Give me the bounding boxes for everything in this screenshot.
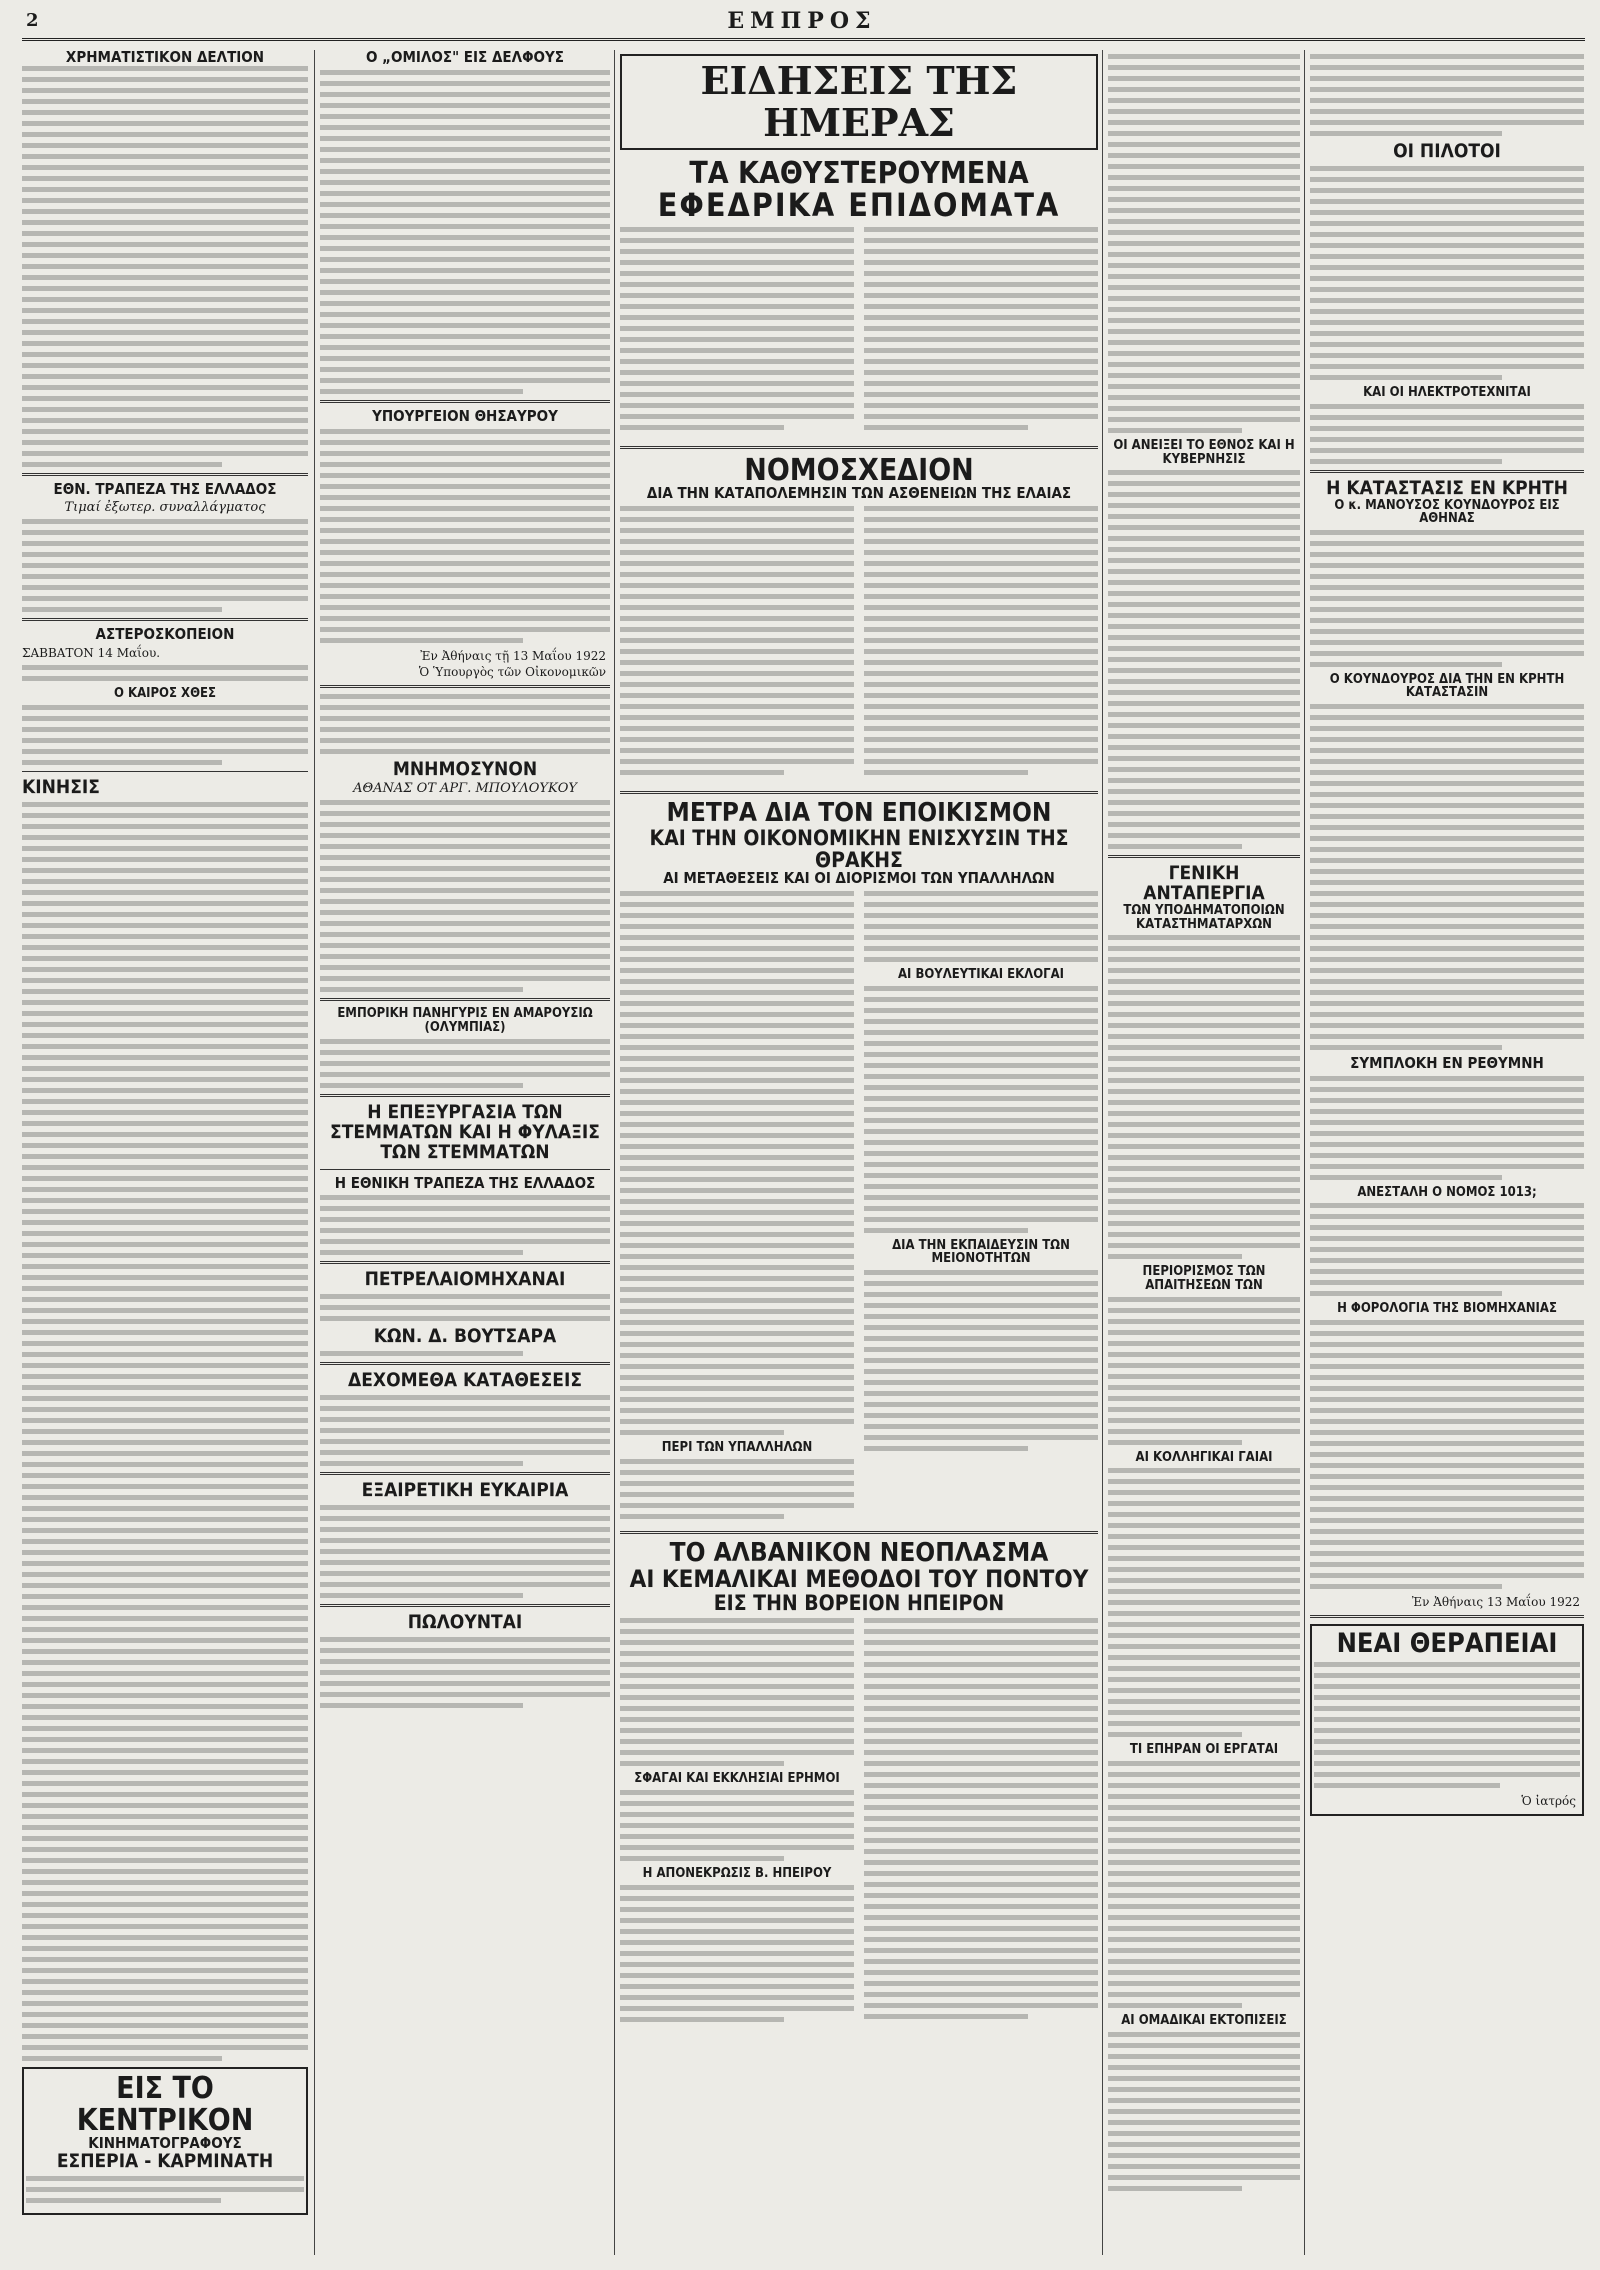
delphi-text [320, 70, 610, 394]
workers-title: ΤΙ ΕΠΗΡΑΝ ΟΙ ΕΡΓΑΤΑΙ [1129, 1742, 1279, 1758]
rethymno-title: ΣΥΜΠΛΟΚΗ ΕΝ ΡΕΘΥΜΝΗ [1350, 1054, 1544, 1073]
column-2 [320, 50, 610, 2255]
officials-heading: ΠΕΡΙ ΤΩΝ ΥΠΑΛΛΗΛΩΝ [661, 1440, 813, 1456]
cinema-ad-line1: ΚΙΝΗΜΑΤΟΓΡΑΦΟΥΣ [88, 2134, 242, 2153]
strike-title-1: ΓΕΝΙΚΗ ΑΝΤΑΠΕΡΓΙΑ [1143, 862, 1265, 905]
therapy-signature: Ὁ ἰατρός [1521, 1794, 1576, 1809]
col4-top-text [1108, 54, 1300, 433]
column-1 [22, 50, 308, 2255]
deposits-title: ΔΕΧΟΜΕΘΑ ΚΑΤΑΘΕΣΕΙΣ [348, 1369, 582, 1392]
lead-title-2: ΕΦΕΔΡΙΚΑ ΕΠΙΔΟΜΑΤΑ [657, 186, 1061, 225]
treasury-title: ΥΠΟΥΡΓΕΙΟΝ ΘΗΣΑΥΡΟΥ [372, 406, 558, 425]
masthead: ΕΜΠΡΟΣ [727, 8, 877, 34]
electricians-title: ΚΑΙ ΟΙ ΗΛΕΚΤΡΟΤΕΧΝΙΤΑΙ [1363, 384, 1531, 400]
national-title: ΟΙ ΑΝΕΙΞΕΙ ΤΟ ΕΘΝΟΣ ΚΑΙ Η ΚΥΒΕΡΝΗΣΙΣ [1113, 438, 1295, 467]
fair-title: ΕΜΠΟΡΙΚΗ ΠΑΝΗΓΥΡΙΣ ΕΝ ΑΜΑΡΟΥΣΙΩ [337, 1006, 593, 1022]
cinema-ad-title: ΕΙΣ ΤΟ ΚΕΝΤΡΙΚΟΝ [76, 2071, 254, 2138]
bank-title: ΕΘΝ. ΤΡΑΠΕΖΑ ΤΗΣ ΕΛΛΑΔΟΣ [53, 479, 277, 498]
treasury-signature: Ὁ Ὑπουργὸς τῶν Οἰκονομικῶν [418, 664, 606, 679]
memorial-title: ΜΝΗΜΟΣΥΝΟΝ [392, 757, 538, 780]
news-banner: ΕΙΔΗΣΕΙΣ ΤΗΣ ΗΜΕΡΑΣ [620, 54, 1098, 150]
wreaths-title: Η ΕΠΕΞΥΡΓΑΣΙΑ ΤΩΝ ΣΤΕΜΜΑΤΩΝ ΚΑΙ Η ΦΥΛΑΞΙΣ ΤΩΝ ΣΤΕΜΜΑΤΩΝ [330, 1100, 600, 1163]
column-rule [1304, 50, 1305, 2255]
crete-subtitle: Ο κ. ΜΑΝΟΥΣΟΣ ΚΟΥΝΔΟΥΡΟΣ ΕΙΣ ΑΘΗΝΑΣ [1334, 497, 1560, 527]
albania-title: ΤΟ ΑΛΒΑΝΙΚΟΝ ΝΕΟΠΛΑΣΜΑ [669, 1537, 1049, 1568]
cinema-ad-line2: ΕΣΠΕΡΙΑ - ΚΑΡΜΙΝΑΤΗ [56, 2149, 274, 2172]
albania-section-2: Η ΑΠΟΝΕΚΡΩΣΙΣ Β. ΗΠΕΙΡΟΥ [642, 1865, 832, 1881]
rare-opportunity-title: ΕΞΑΙΡΕΤΙΚΗ ΕΥΚΑΙΡΙΑ [361, 1479, 569, 1502]
albania-subtitle-1: ΑΙ ΚΕΜΑΛΙΚΑΙ ΜΕΘΟΔΟΙ ΤΟΥ ΠΟΝΤΟΥ [629, 1565, 1089, 1594]
column-rule [314, 50, 315, 2255]
lead-title-1: ΤΑ ΚΑΘΥΣΤΕΡΟΥΜΕΝΑ [689, 155, 1029, 191]
elections-heading: ΑΙ ΒΟΥΛΕΥΤΙΚΑΙ ΕΚΛΟΓΑΙ [897, 967, 1065, 983]
expulsions-title: ΑΙ ΟΜΑΔΙΚΑΙ ΕΚΤΟΠΙΣΕΙΣ [1121, 2013, 1287, 2028]
industry-tax-title: Η ΦΟΡΟΛΟΓΙΑ ΤΗΣ ΒΙΟΜΗΧΑΝΙΑΣ [1337, 1301, 1557, 1317]
settlement-subtitle: ΑΙ ΜΕΤΑΘΕΣΕΙΣ ΚΑΙ ΟΙ ΔΙΟΡΙΣΜΟΙ ΤΩΝ ΥΠΑΛΛΗΛΩΝ [663, 869, 1055, 888]
movements-heading: ΚΙΝΗΣΙΣ [22, 776, 100, 799]
settlement-title-1: ΜΕΤΡΑ ΔΙΑ ΤΟΝ ΕΠΟΙΚΙΣΜΟΝ [666, 797, 1052, 828]
settlement-title-2: ΚΑΙ ΤΗΝ ΟΙΚΟΝΟΜΙΚΗΝ ΕΝΙΣΧΥΣΙΝ ΤΗΣ ΘΡΑΚΗΣ [649, 826, 1069, 873]
bank-rates [22, 519, 308, 612]
column-rule [614, 50, 615, 2255]
therapy-ad [1310, 1624, 1584, 1816]
markets-title: ΧΡΗΜΑΤΙΣΤΙΚΟΝ ΔΕΛΤΙΟΝ [65, 50, 265, 66]
limit-title: ΠΕΡΙΟΡΙΣΜΟΣ ΤΩΝ ΑΠΑΙΤΗΣΕΩΝ ΤΩΝ [1142, 1264, 1266, 1294]
fair-subtitle: (ΟΛΥΜΠΙΑΣ) [424, 1020, 506, 1036]
cinema-ad [22, 2067, 308, 2215]
column-4 [1108, 50, 1300, 2255]
delphi-title: Ο „ΟΜΙΛΟΣ" ΕΙΣ ΔΕΛΦΟΥΣ [365, 50, 564, 66]
treasury-text [320, 429, 610, 643]
crete-subtitle-2: Ο ΚΟΥΝΔΟΥΡΟΣ ΔΙΑ ΤΗΝ ΕΝ ΚΡΗΤΗ ΚΑΤΑΣΤΑΣΙΝ [1329, 671, 1565, 701]
observatory-title: ΑΣΤΕΡΟΣΚΟΠΕΙΟΝ [95, 624, 235, 643]
lead-article [620, 223, 1098, 440]
treasury-date: Ἐν Ἀθήναις τῇ 13 Μαΐου 1922 [420, 648, 606, 663]
column-rule [1102, 50, 1103, 2255]
bill-subtitle: ΔΙΑ ΤΗΝ ΚΑΤΑΠΟΛΕΜΗΣΙΝ ΤΩΝ ΑΣΘΕΝΕΙΩΝ ΤΗΣ ΕΛΑΙΑΣ [646, 484, 1072, 503]
national-text [1108, 470, 1300, 849]
newspaper-page [22, 0, 1585, 2262]
page-number: 2 [26, 10, 39, 31]
movements-text [22, 802, 308, 2061]
weather-heading: Ο ΚΑΙΡΟΣ ΧΘΕΣ [114, 686, 216, 702]
for-sale-title: ΠΩΛΟΥΝΤΑΙ [407, 1611, 523, 1634]
markets-table [22, 66, 308, 467]
settlement-article [620, 887, 1098, 1525]
bank-subtitle: Τιμαί ἐξωτερ. συναλλάγματος [64, 499, 266, 515]
pilots-title: ΟΙ ΠΙΛΟΤΟΙ [1393, 140, 1501, 162]
oil-engines-merchant: ΚΩΝ. Δ. ΒΟΥΤΣΑΡΑ [373, 1325, 557, 1348]
column-3 [620, 50, 1098, 2255]
observatory-text: ΣΑΒΒΑΤΟΝ 14 Μαΐου. [22, 646, 161, 661]
column-5 [1310, 50, 1584, 2255]
bill-title: ΝΟΜΟΣΧΕΔΙΟΝ [744, 452, 974, 488]
oil-engines-title: ΠΕΤΡΕΛΑΙΟΜΗΧΑΝΑΙ [364, 1268, 566, 1291]
strike-text [1108, 935, 1300, 1259]
albania-section-1: ΣΦΑΓΑΙ ΚΑΙ ΕΚΚΛΗΣΙΑΙ ΕΡΗΜΟΙ [634, 1771, 840, 1787]
therapy-title: ΝΕΑΙ ΘΕΡΑΠΕΙΑΙ [1336, 1628, 1558, 1660]
minorities-heading: ΔΙΑ ΤΗΝ ΕΚΠΑΙΔΕΥΣΙΝ ΤΩΝ ΜΕΙΟΝΟΤΗΤΩΝ [892, 1237, 1070, 1267]
page-header [22, 8, 1585, 41]
bill-article [620, 502, 1098, 785]
tax-date: Ἐν Ἀθήναις 13 Μαΐου 1922 [1411, 1595, 1580, 1610]
crete-title: Η ΚΑΤΑΣΤΑΣΙΣ ΕΝ ΚΡΗΤΗ [1326, 476, 1568, 499]
law-title: ΑΝΕΣΤΑΛΗ Ο ΝΟΜΟΣ 1013; [1357, 1184, 1537, 1200]
albania-article [620, 1614, 1098, 2029]
natbank-title: Η ΕΘΝΙΚΗ ΤΡΑΠΕΖΑ ΤΗΣ ΕΛΛΑΔΟΣ [334, 1173, 596, 1192]
albania-subtitle-2: ΕΙΣ ΤΗΝ ΒΟΡΕΙΟΝ ΗΠΕΙΡΟΝ [713, 1591, 1005, 1616]
collective-lands-title: ΑΙ ΚΟΛΛΗΓΙΚΑΙ ΓΑΙΑΙ [1135, 1449, 1273, 1465]
memorial-subtitle: ΑΘΑΝΑΣ ΟΤ ΑΡΓ. ΜΠΟΥΛΟΥΚΟΥ [353, 781, 577, 797]
memorial-text [320, 800, 610, 992]
strike-title-2: ΤΩΝ ΥΠΟΔΗΜΑΤΟΠΟΙΩΝ ΚΑΤΑΣΤΗΜΑΤΑΡΧΩΝ [1123, 903, 1285, 932]
